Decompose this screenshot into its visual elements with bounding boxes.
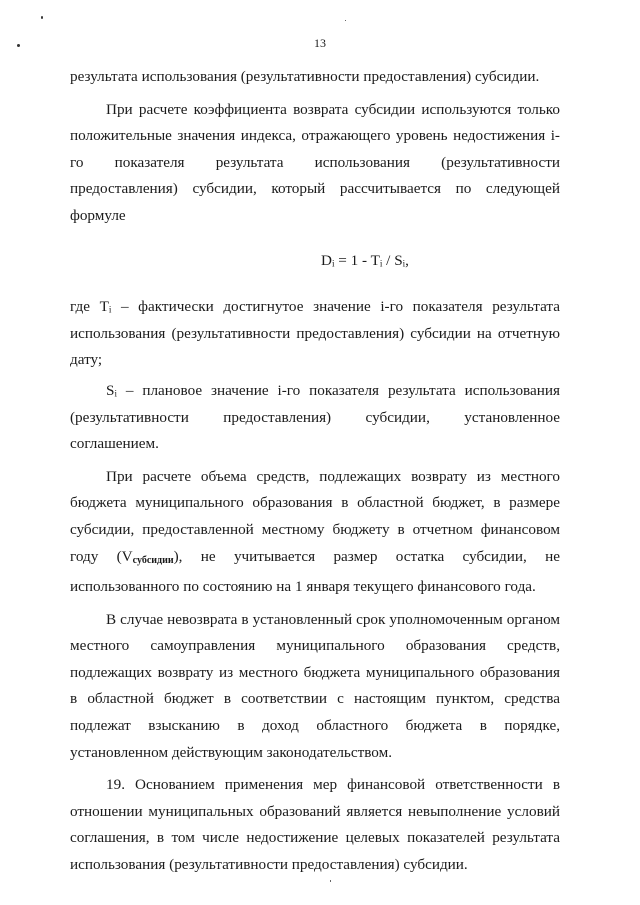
paragraph-non-return: В случае невозврата в установленный срок уполномоченным органом местного самоуправления муниципального образования средств, подлежащих возврату из местного бюджета муниципального образования в областной бюджет в соответствии с настоящим пунктом, средства подлежат взысканию в доход областного бюджета в порядке, установленном действующим законодательством.	[70, 610, 560, 761]
scan-speck	[41, 16, 43, 19]
paragraph-ti-definition: где Tᵢ – фактически достигнутое значение i-го показателя результата использования (результативности предоставления) субсидии на отчетную дату;	[70, 298, 560, 369]
document-body	[70, 64, 560, 879]
paragraph-si-definition: Sᵢ – плановое значение i-го показателя результата использования (результативности предоставления) субсидии, установленное соглашением.	[70, 381, 560, 453]
paragraph-continuation: результата использования (результативности предоставления) субсидии.	[70, 68, 540, 85]
paragraph-return-volume: При расчете объема средств, подлежащих возврату из местного бюджета муниципального образования в областной бюджет, в размере субсидии, предоставленной местному бюджету в отчетном финансовом году $(V_{субсидии})$, не учитывается размер остатка субсидии, не использованного по состоянию на 1 января текущего финансового года.	[70, 467, 560, 596]
paragraph-item-19: 19. Основанием применения мер финансовой ответственности в отношении муниципальных образований является невыполнение условий соглашения, в том числе недостижение целевых показателей результата использования (результативности предоставления) субсидии.	[70, 776, 560, 874]
scan-speck	[345, 20, 346, 21]
page-number: 13	[314, 36, 326, 50]
formula: Dᵢ = 1 - Tᵢ / Sᵢ,	[321, 251, 409, 269]
paragraph-coefficient: При расчете коэффициента возврата субсидии используются только положительные значения индекса, отражающего уровень недостижения i-го показателя результата использования (результативности предоставления) субсидии, который рассчитывается по следующей формуле	[70, 100, 560, 224]
scan-speck	[330, 880, 331, 882]
subscript-subsidy: субсидии	[132, 554, 174, 566]
